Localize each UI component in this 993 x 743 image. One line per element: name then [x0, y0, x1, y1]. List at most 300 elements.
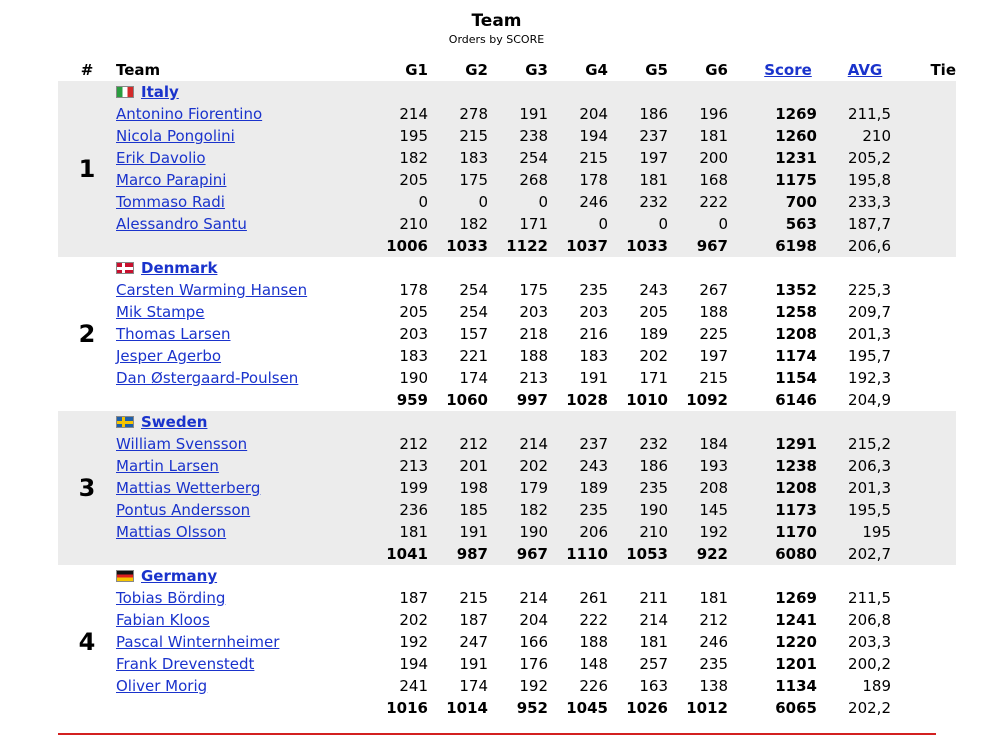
- tie-header: Tie: [930, 61, 956, 79]
- total-avg-cell: 206,6: [835, 235, 895, 257]
- avg-cell: 201,3: [835, 323, 895, 345]
- avg-cell: 209,7: [835, 301, 895, 323]
- game-5-cell: 205: [621, 301, 681, 323]
- total-score-cell: 6065: [741, 697, 835, 719]
- game-1-cell: 190: [383, 367, 441, 389]
- team-group: [58, 411, 956, 565]
- sort-by-avg-link[interactable]: AVG: [847, 61, 883, 79]
- game-3-cell: 268: [501, 169, 561, 191]
- empty-cell: [441, 565, 501, 587]
- player-name-link[interactable]: Frank Drevenstedt: [116, 655, 255, 673]
- empty-cell: [621, 411, 681, 433]
- player-row: [58, 213, 956, 235]
- total-game-4-cell: 1045: [561, 697, 621, 719]
- player-name-link[interactable]: Tobias Börding: [116, 589, 226, 607]
- sort-by-score-link[interactable]: Score: [764, 61, 812, 79]
- player-name-link[interactable]: Mattias Olsson: [116, 523, 227, 541]
- game-3-cell: 214: [501, 433, 561, 455]
- game-6-cell: 168: [681, 169, 741, 191]
- player-name-link[interactable]: Erik Davolio: [116, 149, 206, 167]
- tie-cell: [895, 103, 956, 125]
- team-group: [58, 257, 956, 411]
- score-cell: 1352: [741, 279, 835, 301]
- team-name-link[interactable]: Germany: [141, 567, 218, 585]
- game-6-cell: 0: [681, 213, 741, 235]
- team-name-link[interactable]: Sweden: [141, 413, 208, 431]
- avg-cell: 195,5: [835, 499, 895, 521]
- player-name-cell: [116, 499, 383, 521]
- team-name-row: [58, 81, 956, 103]
- player-name-cell: [116, 433, 383, 455]
- team-name-link[interactable]: Denmark: [141, 259, 218, 277]
- game-3-cell: 179: [501, 477, 561, 499]
- game-3-cell: 175: [501, 279, 561, 301]
- game-3-cell: 176: [501, 653, 561, 675]
- game-6-cell: 192: [681, 521, 741, 543]
- empty-cell: [741, 81, 835, 103]
- tie-cell: [895, 235, 956, 257]
- team-group: [58, 565, 956, 719]
- empty-cell: [501, 565, 561, 587]
- tie-cell: [895, 125, 956, 147]
- empty-cell: [895, 81, 956, 103]
- player-row: [58, 147, 956, 169]
- game-6-cell: 215: [681, 367, 741, 389]
- total-game-2-cell: 1060: [441, 389, 501, 411]
- avg-cell: 206,8: [835, 609, 895, 631]
- avg-cell: 233,3: [835, 191, 895, 213]
- game-5-cell: 232: [621, 191, 681, 213]
- score-cell: 1220: [741, 631, 835, 653]
- game-5-cell: 186: [621, 455, 681, 477]
- avg-cell: 215,2: [835, 433, 895, 455]
- team-total-row: [58, 235, 956, 257]
- team-total-row: [58, 389, 956, 411]
- game-1-cell: 236: [383, 499, 441, 521]
- empty-cell: [441, 81, 501, 103]
- player-name-link[interactable]: Martin Larsen: [116, 457, 219, 475]
- tie-cell: [895, 367, 956, 389]
- page-title: Team: [471, 11, 522, 31]
- tie-cell: [895, 455, 956, 477]
- game-1-cell: 192: [383, 631, 441, 653]
- total-avg-cell: 204,9: [835, 389, 895, 411]
- avg-cell: 195: [835, 521, 895, 543]
- score-cell: 1173: [741, 499, 835, 521]
- player-name-link[interactable]: Dan Østergaard-Poulsen: [116, 369, 299, 387]
- tie-cell: [895, 433, 956, 455]
- game-2-cell: 174: [441, 675, 501, 697]
- game-2-cell: 198: [441, 477, 501, 499]
- game-4-cell: 246: [561, 191, 621, 213]
- tie-cell: [895, 301, 956, 323]
- tie-cell: [895, 499, 956, 521]
- total-game-6-cell: 922: [681, 543, 741, 565]
- player-name-link[interactable]: Thomas Larsen: [116, 325, 231, 343]
- empty-cell: [835, 81, 895, 103]
- tie-cell: [895, 323, 956, 345]
- player-row: [58, 169, 956, 191]
- empty-cell: [561, 411, 621, 433]
- total-avg-cell: 202,7: [835, 543, 895, 565]
- player-row: [58, 521, 956, 543]
- game-1-cell: 199: [383, 477, 441, 499]
- game-4-cell: 235: [561, 499, 621, 521]
- player-row: [58, 345, 956, 367]
- team-rank: 2: [58, 257, 116, 411]
- tie-cell: [895, 631, 956, 653]
- game-1-cell: 195: [383, 125, 441, 147]
- player-name-cell: [116, 675, 383, 697]
- team-name-cell: [116, 81, 383, 103]
- game-2-cell: 278: [441, 103, 501, 125]
- player-name-link[interactable]: Jesper Agerbo: [116, 347, 222, 365]
- empty-cell: [383, 411, 441, 433]
- game-3-cell: 254: [501, 147, 561, 169]
- player-name-cell: [116, 367, 383, 389]
- game-4-cell: 194: [561, 125, 621, 147]
- tie-cell: [895, 587, 956, 609]
- game-4-cell: 206: [561, 521, 621, 543]
- game-3-cell: 188: [501, 345, 561, 367]
- game-5-cell: 235: [621, 477, 681, 499]
- team-total-row: [58, 543, 956, 565]
- game-1-cell: 212: [383, 433, 441, 455]
- game-6-cell: 138: [681, 675, 741, 697]
- total-game-2-cell: 1033: [441, 235, 501, 257]
- empty-cell: [621, 81, 681, 103]
- player-name-link[interactable]: Mik Stampe: [116, 303, 205, 321]
- player-name-cell: [116, 477, 383, 499]
- game-3-cell: 190: [501, 521, 561, 543]
- player-row: [58, 323, 956, 345]
- player-row: [58, 125, 956, 147]
- game-1-cell: 187: [383, 587, 441, 609]
- avg-cell: 195,8: [835, 169, 895, 191]
- tie-cell: [895, 697, 956, 719]
- score-cell: 563: [741, 213, 835, 235]
- game-1-cell: 205: [383, 169, 441, 191]
- avg-cell: 195,7: [835, 345, 895, 367]
- total-game-1-cell: 1016: [383, 697, 441, 719]
- game-4-cell: 215: [561, 147, 621, 169]
- player-name-cell: [116, 345, 383, 367]
- game-5-cell: 202: [621, 345, 681, 367]
- total-score-cell: 6198: [741, 235, 835, 257]
- empty-cell: [835, 257, 895, 279]
- game-5-cell: 214: [621, 609, 681, 631]
- empty-cell: [681, 565, 741, 587]
- game-4-cell: 243: [561, 455, 621, 477]
- game-4-cell: 191: [561, 367, 621, 389]
- score-header: [741, 59, 835, 81]
- game-1-cell: 210: [383, 213, 441, 235]
- score-cell: 1175: [741, 169, 835, 191]
- game-5-cell: 210: [621, 521, 681, 543]
- score-cell: 1208: [741, 477, 835, 499]
- game-5-cell: 211: [621, 587, 681, 609]
- game-3-cell: 171: [501, 213, 561, 235]
- player-row: [58, 477, 956, 499]
- game-4-cell: 148: [561, 653, 621, 675]
- game-6-cell: 181: [681, 587, 741, 609]
- player-row: [58, 301, 956, 323]
- empty-cell: [501, 411, 561, 433]
- player-name-cell: [116, 609, 383, 631]
- footer-divider: [58, 733, 936, 735]
- empty-cell: [116, 389, 383, 411]
- game-2-cell: 221: [441, 345, 501, 367]
- avg-header: [835, 59, 895, 81]
- tie-cell: [895, 477, 956, 499]
- game-1-cell: 182: [383, 147, 441, 169]
- game-5-cell: 190: [621, 499, 681, 521]
- avg-cell: 206,3: [835, 455, 895, 477]
- empty-cell: [116, 543, 383, 565]
- score-cell: 1201: [741, 653, 835, 675]
- player-row: [58, 499, 956, 521]
- player-name-cell: [116, 125, 383, 147]
- total-game-2-cell: 1014: [441, 697, 501, 719]
- total-game-1-cell: 959: [383, 389, 441, 411]
- game-1-cell: 214: [383, 103, 441, 125]
- total-score-cell: 6080: [741, 543, 835, 565]
- team-name-cell: [116, 565, 383, 587]
- game-6-cell: 193: [681, 455, 741, 477]
- score-cell: 1154: [741, 367, 835, 389]
- total-game-4-cell: 1028: [561, 389, 621, 411]
- player-name-cell: [116, 631, 383, 653]
- player-name-cell: [116, 191, 383, 213]
- game-6-cell: 267: [681, 279, 741, 301]
- avg-cell: 205,2: [835, 147, 895, 169]
- team-rank: 3: [58, 411, 116, 565]
- avg-cell: 187,7: [835, 213, 895, 235]
- player-name-link[interactable]: Alessandro Santu: [116, 215, 247, 233]
- empty-cell: [895, 565, 956, 587]
- player-name-cell: [116, 213, 383, 235]
- empty-cell: [383, 565, 441, 587]
- avg-cell: 211,5: [835, 587, 895, 609]
- player-row: [58, 587, 956, 609]
- empty-cell: [681, 81, 741, 103]
- game-5-cell: 243: [621, 279, 681, 301]
- score-cell: 1231: [741, 147, 835, 169]
- score-cell: 1291: [741, 433, 835, 455]
- empty-cell: [561, 257, 621, 279]
- player-name-link[interactable]: Carsten Warming Hansen: [116, 281, 308, 299]
- game-4-cell: 0: [561, 213, 621, 235]
- total-game-4-cell: 1037: [561, 235, 621, 257]
- team-name-cell: [116, 257, 383, 279]
- tie-cell: [895, 147, 956, 169]
- game-3-cell: 192: [501, 675, 561, 697]
- g2-header: G2: [465, 61, 488, 79]
- avg-cell: 203,3: [835, 631, 895, 653]
- player-name-link[interactable]: Pontus Andersson: [116, 501, 251, 519]
- avg-cell: 210: [835, 125, 895, 147]
- empty-cell: [116, 697, 383, 719]
- tie-cell: [895, 169, 956, 191]
- tie-cell: [895, 389, 956, 411]
- player-name-cell: [116, 455, 383, 477]
- score-cell: 700: [741, 191, 835, 213]
- game-4-cell: 178: [561, 169, 621, 191]
- empty-cell: [835, 411, 895, 433]
- player-name-cell: [116, 169, 383, 191]
- player-row: [58, 433, 956, 455]
- total-score-cell: 6146: [741, 389, 835, 411]
- game-2-cell: 183: [441, 147, 501, 169]
- game-2-cell: 191: [441, 653, 501, 675]
- game-4-cell: 216: [561, 323, 621, 345]
- game-4-cell: 189: [561, 477, 621, 499]
- tie-cell: [895, 653, 956, 675]
- score-cell: 1238: [741, 455, 835, 477]
- score-cell: 1258: [741, 301, 835, 323]
- total-game-1-cell: 1006: [383, 235, 441, 257]
- game-2-cell: 254: [441, 279, 501, 301]
- team-header: Team: [116, 61, 161, 79]
- player-name-link[interactable]: Pascal Winternheimer: [116, 633, 280, 651]
- game-1-cell: 203: [383, 323, 441, 345]
- player-name-link[interactable]: Nicola Pongolini: [116, 127, 235, 145]
- player-name-cell: [116, 587, 383, 609]
- avg-cell: 201,3: [835, 477, 895, 499]
- game-6-cell: 188: [681, 301, 741, 323]
- g6-header: G6: [705, 61, 728, 79]
- player-row: [58, 631, 956, 653]
- tie-cell: [895, 191, 956, 213]
- total-game-3-cell: 967: [501, 543, 561, 565]
- score-cell: 1134: [741, 675, 835, 697]
- se-flag-icon: [116, 416, 134, 428]
- g4-header: G4: [585, 61, 608, 79]
- game-3-cell: 191: [501, 103, 561, 125]
- game-2-cell: 185: [441, 499, 501, 521]
- game-2-cell: 182: [441, 213, 501, 235]
- team-rank: 1: [58, 81, 116, 257]
- empty-cell: [741, 411, 835, 433]
- team-name-link[interactable]: Italy: [141, 83, 179, 101]
- tie-cell: [895, 213, 956, 235]
- game-4-cell: 237: [561, 433, 621, 455]
- game-3-cell: 204: [501, 609, 561, 631]
- game-5-cell: 189: [621, 323, 681, 345]
- player-row: [58, 279, 956, 301]
- game-2-cell: 174: [441, 367, 501, 389]
- team-group: [58, 81, 956, 257]
- game-2-cell: 201: [441, 455, 501, 477]
- game-3-cell: 214: [501, 587, 561, 609]
- game-4-cell: 183: [561, 345, 621, 367]
- game-2-cell: 212: [441, 433, 501, 455]
- player-name-link[interactable]: Oliver Morig: [116, 677, 208, 695]
- game-2-cell: 191: [441, 521, 501, 543]
- empty-cell: [383, 81, 441, 103]
- game-2-cell: 215: [441, 125, 501, 147]
- game-4-cell: 222: [561, 609, 621, 631]
- empty-cell: [561, 81, 621, 103]
- empty-cell: [895, 411, 956, 433]
- game-3-cell: 203: [501, 301, 561, 323]
- empty-cell: [383, 257, 441, 279]
- game-2-cell: 254: [441, 301, 501, 323]
- game-1-cell: 178: [383, 279, 441, 301]
- game-1-cell: 0: [383, 191, 441, 213]
- player-name-link[interactable]: Fabian Kloos: [116, 611, 210, 629]
- game-5-cell: 186: [621, 103, 681, 125]
- player-name-link[interactable]: Tommaso Radi: [116, 193, 225, 211]
- avg-cell: 200,2: [835, 653, 895, 675]
- player-name-link[interactable]: Marco Parapini: [116, 171, 227, 189]
- score-cell: 1260: [741, 125, 835, 147]
- game-5-cell: 237: [621, 125, 681, 147]
- player-name-link[interactable]: Antonino Fiorentino: [116, 105, 263, 123]
- total-game-4-cell: 1110: [561, 543, 621, 565]
- game-3-cell: 202: [501, 455, 561, 477]
- score-cell: 1174: [741, 345, 835, 367]
- empty-cell: [561, 565, 621, 587]
- empty-cell: [116, 235, 383, 257]
- score-cell: 1170: [741, 521, 835, 543]
- score-cell: 1241: [741, 609, 835, 631]
- de-flag-icon: [116, 570, 134, 582]
- empty-cell: [895, 257, 956, 279]
- team-total-row: [58, 697, 956, 719]
- game-4-cell: 235: [561, 279, 621, 301]
- player-row: [58, 103, 956, 125]
- game-5-cell: 163: [621, 675, 681, 697]
- it-flag-icon: [116, 86, 134, 98]
- total-game-6-cell: 967: [681, 235, 741, 257]
- game-6-cell: 200: [681, 147, 741, 169]
- tie-cell: [895, 609, 956, 631]
- player-name-link[interactable]: Mattias Wetterberg: [116, 479, 261, 497]
- total-game-3-cell: 1122: [501, 235, 561, 257]
- game-6-cell: 197: [681, 345, 741, 367]
- game-6-cell: 184: [681, 433, 741, 455]
- player-name-cell: [116, 279, 383, 301]
- game-1-cell: 183: [383, 345, 441, 367]
- avg-cell: 225,3: [835, 279, 895, 301]
- player-name-cell: [116, 103, 383, 125]
- game-6-cell: 246: [681, 631, 741, 653]
- tie-cell: [895, 345, 956, 367]
- empty-cell: [681, 411, 741, 433]
- dk-flag-icon: [116, 262, 134, 274]
- game-1-cell: 194: [383, 653, 441, 675]
- tie-cell: [895, 279, 956, 301]
- empty-cell: [621, 257, 681, 279]
- game-4-cell: 261: [561, 587, 621, 609]
- game-2-cell: 215: [441, 587, 501, 609]
- game-6-cell: 225: [681, 323, 741, 345]
- game-5-cell: 232: [621, 433, 681, 455]
- player-name-link[interactable]: William Svensson: [116, 435, 248, 453]
- page-subtitle: Orders by SCORE: [448, 33, 545, 46]
- empty-cell: [621, 565, 681, 587]
- g5-header: G5: [645, 61, 668, 79]
- total-game-3-cell: 952: [501, 697, 561, 719]
- game-6-cell: 181: [681, 125, 741, 147]
- empty-cell: [741, 565, 835, 587]
- player-name-cell: [116, 147, 383, 169]
- empty-cell: [441, 257, 501, 279]
- game-6-cell: 212: [681, 609, 741, 631]
- empty-cell: [741, 257, 835, 279]
- game-1-cell: 241: [383, 675, 441, 697]
